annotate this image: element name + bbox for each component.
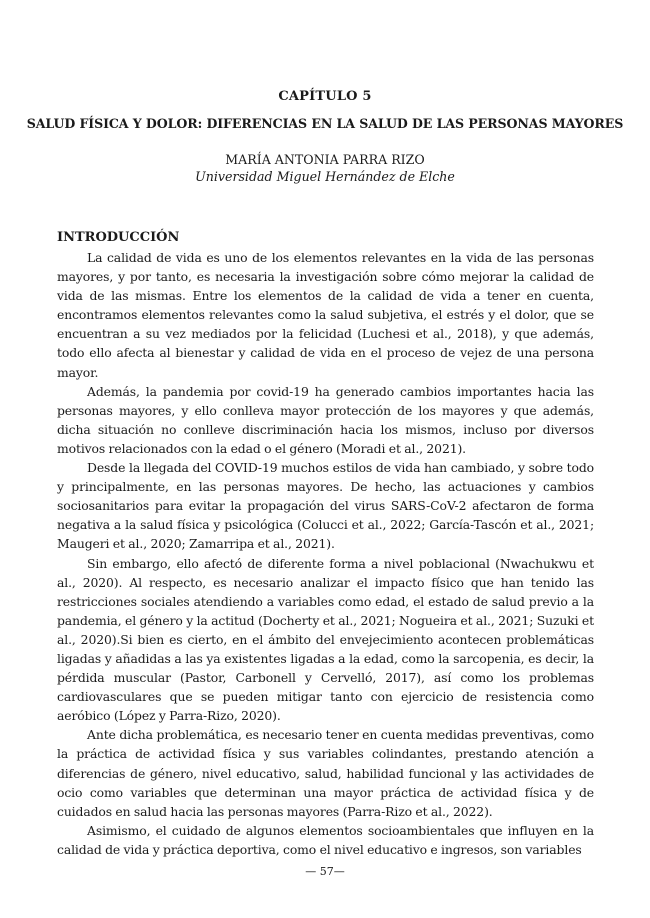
chapter-label: CAPÍTULO 5 [278, 89, 372, 104]
paragraph: La calidad de vida es uno de los elementos relevantes en la vida de las personas mayores, y por tanto, es necesaria la investigación sobre cómo mejorar la calidad de vida de las mismas. Entre los elementos de la calidad de vida a tener en cuenta, encontramos elementos relevantes como la salud subjetiva, el estrés y el dolor, que se encuentran a su vez mediados por la felicidad (Luchesi et al., 2018), y que además, todo ello afecta al bienestar y calidad de vida en el proceso de vejez de una persona mayor. [57, 250, 594, 380]
author-affiliation: Universidad Miguel Hernández de Elche [195, 169, 455, 184]
body-text [57, 248, 594, 859]
author-name: MARÍA ANTONIA PARRA RIZO [225, 152, 425, 167]
paragraph: Ante dicha problemática, es necesario tener en cuenta medidas preventivas, como la práctica de actividad física y sus variables colindantes, prestando atención a diferencias de género, nivel educativo, salud, habilidad funcional y las actividades de ocio como variables que determinan una mayor práctica de actividad física y de cuidados en salud hacia las personas mayores (Parra-Rizo et al., 2022). [57, 727, 594, 819]
paragraph: Además, la pandemia por covid-19 ha generado cambios importantes hacia las personas mayores, y ello conlleva mayor protección de los mayores y que además, dicha situación no conlleve discriminación hacia los mismos, incluso por diversos motivos relacionados con la edad o el género (Moradi et al., 2021). [57, 383, 594, 456]
section-heading: INTRODUCCIÓN [57, 230, 180, 245]
chapter-title: SALUD FÍSICA Y DOLOR: DIFERENCIAS EN LA SALUD DE LAS PERSONAS MAYORES [26, 116, 624, 131]
paragraph: Asimismo, el cuidado de algunos elementos socioambientales que influyen en la calidad de vida y práctica deportiva, como el nivel educativo e ingresos, son variables [57, 822, 594, 857]
page-number: — 57— [305, 865, 345, 878]
paragraph: Desde la llegada del COVID-19 muchos estilos de vida han cambiado, y sobre todo y principalmente, en las personas mayores. De hecho, las actuaciones y cambios sociosanitarios para evitar la propagación del virus SARS-CoV-2 afectaron de forma negativa a la salud física y psicológica (Colucci et al., 2022; García-Tascón et al., 2021; Maugeri et al., 2020; Zamarripa et al., 2021). [57, 460, 594, 552]
paragraph: Sin embargo, ello afectó de diferente forma a nivel poblacional (Nwachukwu et al., 2020). Al respecto, es necesario analizar el impacto físico que han tenido las restricciones sociales atendiendo a variables como edad, el estado de salud previo a la pandemia, el género y la actitud (Docherty et al., 2021; Nogueira et al., 2021; Suzuki et al., 2020).Si bien es cierto, en el ámbito del envejecimiento acontecen problemáticas ligadas y añadidas a las ya existentes ligadas a la edad, como la sarcopenia, es decir, la pérdida muscular (Pastor, Carbonell y Cervelló, 2017), así como los problemas cardiovasculares que se pueden mitigar tanto con ejercicio de resistencia como aeróbico (López y Parra-Rizo, 2020). [57, 555, 594, 724]
